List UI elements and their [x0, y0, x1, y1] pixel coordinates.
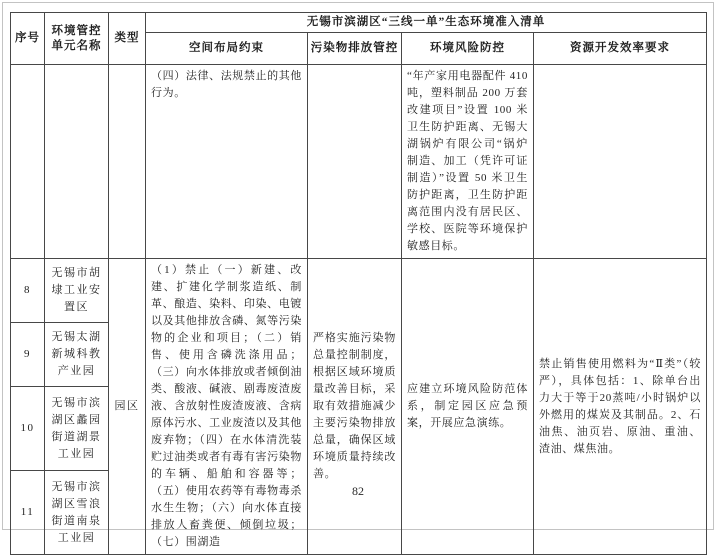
header-type: 类型 [109, 13, 146, 65]
cell-type-empty [109, 65, 146, 259]
cell-spatial-continuation: （四）法律、法规禁止的其他行为。 [146, 65, 308, 259]
header-pollution-control: 污染物排放管控 [308, 33, 402, 65]
cell-spatial-group: （1）禁止（一）新建、改建、扩建化学制浆造纸、制革、酿造、染料、印染、电镀以及其他排放含磷、氮等污染物的企业和项目；（二）销售、使用含磷洗涤用品；（三）向水体排放或者倾倒油类、酸液、碱液、剧毒废渣废液、含放射性废渣废液、含病原体污水、工业废渣以及其他废弃物；（四）在水体清洗装贮过油类或者有毒有害污染物的车辆、船舶和容器等；（五）使用农药等有毒物毒杀水生生物；（六）向水体直接排放人畜粪便、倾倒垃圾；（七）围湖造 [146, 259, 308, 555]
cell-unit-11: 无锡市滨湖区雪浪街道南泉工业园 [45, 471, 109, 555]
page-number: 82 [352, 484, 364, 498]
cell-type-parkzone: 园区 [109, 259, 146, 555]
header-serial: 序号 [11, 13, 45, 65]
cell-unit-empty [45, 65, 109, 259]
header-span-title: 无锡市滨湖区“三线一单”生态环境准入清单 [146, 13, 707, 33]
header-spatial-constraint: 空间布局约束 [146, 33, 308, 65]
cell-serial-11: 11 [11, 471, 45, 555]
cell-unit-10: 无锡市滨湖区蠡园街道湖景工业园 [45, 387, 109, 471]
cell-resource-empty [534, 65, 707, 259]
cell-serial-empty [11, 65, 45, 259]
table-row-8 [11, 259, 707, 323]
cell-serial-9: 9 [11, 323, 45, 387]
cell-risk-continuation: “年产家用电器配件 410 吨，塑料制品 200 万套改建项目”设置 100 米卫生防护距离、无锡大湖锅炉有限公司“锅炉制造、加工（凭许可证制造）”设置 50 米卫生防护距离，卫生防护距离范围内没有居民区、学校、医院等环境保护敏感目标。 [402, 65, 534, 259]
cell-risk-group: 应建立环境风险防范体系，制定园区应急预案，开展应急演练。 [402, 259, 534, 555]
header-risk-control: 环境风险防控 [402, 33, 534, 65]
cell-unit-8: 无锡市胡埭工业安置区 [45, 259, 109, 323]
continuation-row [11, 65, 707, 259]
cell-serial-10: 10 [11, 387, 45, 471]
cell-pollution-group: 严格实施污染物总量控制制度，根据区域环境质量改善目标，采取有效措施减少主要污染物排放总量，确保区域环境质量持续改善。 [308, 259, 402, 555]
cell-pollution-empty [308, 65, 402, 259]
cell-serial-8: 8 [11, 259, 45, 323]
header-unit-name: 环境管控单元名称 [45, 13, 109, 65]
header-row-top [11, 13, 707, 33]
cell-unit-9: 无锡太湖新城科教产业园 [45, 323, 109, 387]
cell-resource-group: 禁止销售使用燃料为“Ⅱ类”（较严），具体包括：1、除单台出力大于等于20蒸吨/小时锅炉以外燃用的煤炭及其制品。2、石油焦、油页岩、原油、重油、渣油、煤焦油。 [534, 259, 707, 555]
environmental-access-list-table [10, 12, 707, 555]
header-resource-efficiency: 资源开发效率要求 [534, 33, 707, 65]
